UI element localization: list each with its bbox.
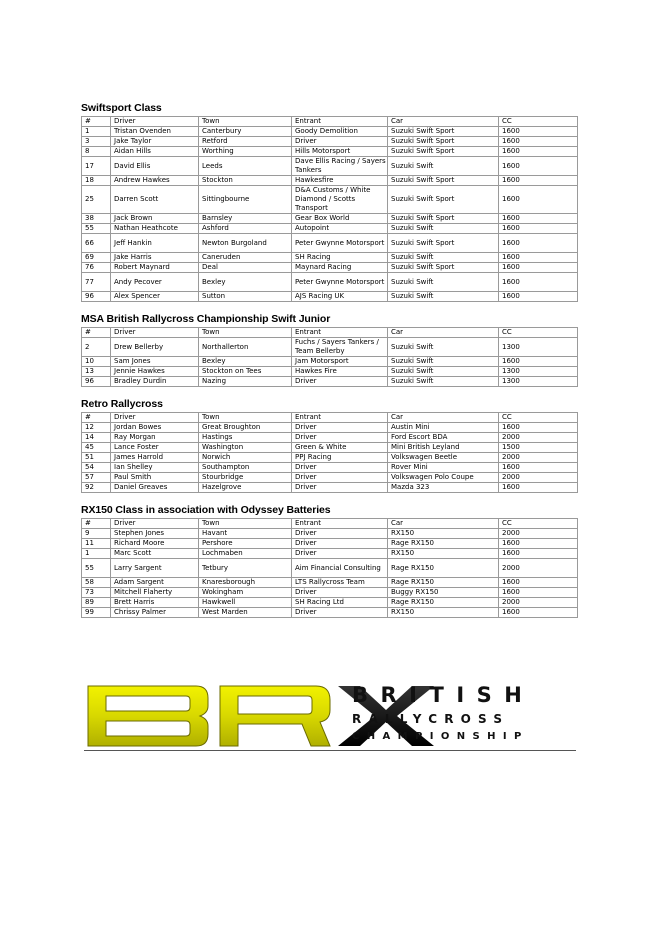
table-cell: 38 — [82, 214, 111, 224]
table-cell: Bexley — [199, 357, 292, 367]
table-cell: Southampton — [199, 463, 292, 473]
table-cell: 1600 — [499, 483, 578, 493]
table-cell: Stockton on Tees — [199, 367, 292, 377]
table-cell: 1600 — [499, 234, 578, 253]
table-cell: Hawkwell — [199, 598, 292, 608]
section-gap — [81, 493, 577, 503]
table-cell: 18 — [82, 176, 111, 186]
table-cell: 1600 — [499, 463, 578, 473]
table-row — [82, 443, 578, 453]
table-cell: Worthing — [199, 147, 292, 157]
logo-letter-b — [88, 686, 208, 746]
table-cell: Stourbridge — [199, 473, 292, 483]
table-cell: Rage RX150 — [388, 598, 499, 608]
table-cell: Bexley — [199, 273, 292, 292]
table-row — [82, 598, 578, 608]
table-cell: Maynard Racing — [292, 263, 388, 273]
table-cell: 14 — [82, 433, 111, 443]
table-cell: Robert Maynard — [111, 263, 199, 273]
logo-word-championship: CHAMPIONSHIP — [352, 731, 529, 742]
table-cell: 92 — [82, 483, 111, 493]
table-row — [82, 483, 578, 493]
table-cell: Suzuki Swift Sport — [388, 137, 499, 147]
table-cell: Andy Pecover — [111, 273, 199, 292]
table-cell: 1600 — [499, 224, 578, 234]
table-cell: Daniel Greaves — [111, 483, 199, 493]
table-row — [82, 549, 578, 559]
table-cell: 66 — [82, 234, 111, 253]
table-cell: 1600 — [499, 549, 578, 559]
table-cell: Larry Sargent — [111, 559, 199, 578]
table-cell: Brett Harris — [111, 598, 199, 608]
entry-table — [81, 412, 578, 493]
table-row — [82, 263, 578, 273]
table-cell: Suzuki Swift Sport — [388, 186, 499, 214]
table-cell: Jeff Hankin — [111, 234, 199, 253]
logo-wordmark — [352, 684, 576, 743]
table-cell: Lance Foster — [111, 443, 199, 453]
table-cell: Mini British Leyland — [388, 443, 499, 453]
column-header: # — [82, 519, 111, 529]
table-row — [82, 423, 578, 433]
table-cell: Stockton — [199, 176, 292, 186]
table-cell: Havant — [199, 529, 292, 539]
entry-table — [81, 518, 578, 618]
table-cell: Suzuki Swift — [388, 377, 499, 387]
table-row — [82, 186, 578, 214]
column-header: Car — [388, 328, 499, 338]
table-cell: Jack Brown — [111, 214, 199, 224]
section-gap — [81, 387, 577, 397]
table-cell: Rage RX150 — [388, 559, 499, 578]
table-cell: Hastings — [199, 433, 292, 443]
table-cell: 1600 — [499, 253, 578, 263]
table-cell: Deal — [199, 263, 292, 273]
table-cell: 10 — [82, 357, 111, 367]
table-cell: Goody Demolition — [292, 127, 388, 137]
table-cell: Rover Mini — [388, 463, 499, 473]
table-cell: Green & White — [292, 443, 388, 453]
column-header: Entrant — [292, 117, 388, 127]
table-cell: 58 — [82, 578, 111, 588]
table-cell: 1600 — [499, 127, 578, 137]
table-cell: Suzuki Swift Sport — [388, 214, 499, 224]
table-row — [82, 214, 578, 224]
table-cell: Knaresborough — [199, 578, 292, 588]
table-cell: LTS Rallycross Team — [292, 578, 388, 588]
column-header: CC — [499, 117, 578, 127]
table-cell: 8 — [82, 147, 111, 157]
table-cell: Jake Harris — [111, 253, 199, 263]
table-cell: 76 — [82, 263, 111, 273]
table-cell: Driver — [292, 539, 388, 549]
table-row — [82, 578, 578, 588]
table-cell: Sam Jones — [111, 357, 199, 367]
table-cell: Driver — [292, 473, 388, 483]
table-cell: Driver — [292, 423, 388, 433]
table-row — [82, 529, 578, 539]
table-cell: Fuchs / Sayers Tankers / Team Bellerby — [292, 338, 388, 357]
table-cell: AJS Racing UK — [292, 292, 388, 302]
column-header: Town — [199, 117, 292, 127]
table-cell: Norwich — [199, 453, 292, 463]
table-cell: Wokingham — [199, 588, 292, 598]
table-cell: 1600 — [499, 292, 578, 302]
table-cell: Tetbury — [199, 559, 292, 578]
column-header: Driver — [111, 328, 199, 338]
table-cell: Suzuki Swift — [388, 157, 499, 176]
table-cell: Hills Motorsport — [292, 147, 388, 157]
table-cell: Peter Gwynne Motorsport — [292, 273, 388, 292]
entry-table — [81, 327, 578, 387]
table-cell: Mazda 323 — [388, 483, 499, 493]
table-cell: 96 — [82, 377, 111, 387]
table-cell: 1600 — [499, 157, 578, 176]
table-row — [82, 367, 578, 377]
table-cell: 13 — [82, 367, 111, 377]
table-row — [82, 463, 578, 473]
table-cell: Richard Moore — [111, 539, 199, 549]
column-header: Car — [388, 413, 499, 423]
table-cell: RX150 — [388, 529, 499, 539]
table-cell: Bradley Durdin — [111, 377, 199, 387]
table-cell: 45 — [82, 443, 111, 453]
column-header: Car — [388, 117, 499, 127]
table-cell: D&A Customs / White Diamond / Scotts Transport — [292, 186, 388, 214]
table-cell: 1600 — [499, 423, 578, 433]
table-cell: Suzuki Swift Sport — [388, 176, 499, 186]
table-cell: 11 — [82, 539, 111, 549]
table-cell: 51 — [82, 453, 111, 463]
table-cell: Suzuki Swift — [388, 357, 499, 367]
column-header: Entrant — [292, 413, 388, 423]
column-header: Town — [199, 519, 292, 529]
table-cell: Sittingbourne — [199, 186, 292, 214]
table-cell: Ford Escort BDA — [388, 433, 499, 443]
table-cell: Suzuki Swift Sport — [388, 147, 499, 157]
table-cell: Rage RX150 — [388, 539, 499, 549]
table-cell: Aidan Hills — [111, 147, 199, 157]
table-row — [82, 357, 578, 367]
table-cell: Gear Box World — [292, 214, 388, 224]
table-cell: Great Broughton — [199, 423, 292, 433]
table-row — [82, 292, 578, 302]
table-cell: 3 — [82, 137, 111, 147]
table-cell: Nazing — [199, 377, 292, 387]
table-cell: RX150 — [388, 549, 499, 559]
table-cell: 1600 — [499, 186, 578, 214]
table-cell: Mitchell Flaherty — [111, 588, 199, 598]
table-cell: Canterbury — [199, 127, 292, 137]
table-cell: Rage RX150 — [388, 578, 499, 588]
column-header: CC — [499, 519, 578, 529]
table-cell: 1300 — [499, 377, 578, 387]
table-cell: Caneruden — [199, 253, 292, 263]
table-row — [82, 539, 578, 549]
table-cell: 1600 — [499, 588, 578, 598]
table-cell: Suzuki Swift — [388, 253, 499, 263]
table-cell: SH Racing Ltd — [292, 598, 388, 608]
table-cell: Suzuki Swift — [388, 367, 499, 377]
logo-word-british: BRITISH — [352, 683, 535, 707]
table-cell: Peter Gwynne Motorsport — [292, 234, 388, 253]
table-cell: Suzuki Swift Sport — [388, 234, 499, 253]
table-cell: Driver — [292, 137, 388, 147]
table-cell: 54 — [82, 463, 111, 473]
table-cell: Hawkes Fire — [292, 367, 388, 377]
table-cell: Nathan Heathcote — [111, 224, 199, 234]
column-header: Driver — [111, 519, 199, 529]
table-cell: Northallerton — [199, 338, 292, 357]
table-cell: Ashford — [199, 224, 292, 234]
table-cell: 2 — [82, 338, 111, 357]
table-cell: 1600 — [499, 273, 578, 292]
table-cell: Autopoint — [292, 224, 388, 234]
table-row — [82, 157, 578, 176]
logo-word-rallycross: RALLYCROSS — [352, 712, 510, 726]
table-row — [82, 377, 578, 387]
table-cell: Drew Bellerby — [111, 338, 199, 357]
table-row — [82, 608, 578, 618]
table-cell: 2000 — [499, 529, 578, 539]
table-cell: 1600 — [499, 214, 578, 224]
table-cell: 1 — [82, 127, 111, 137]
table-row — [82, 338, 578, 357]
table-cell: Newton Burgoland — [199, 234, 292, 253]
table-row — [82, 224, 578, 234]
table-row — [82, 127, 578, 137]
table-cell: Alex Spencer — [111, 292, 199, 302]
table-cell: Adam Sargent — [111, 578, 199, 588]
table-row — [82, 273, 578, 292]
column-header: Entrant — [292, 519, 388, 529]
table-cell: PPJ Racing — [292, 453, 388, 463]
table-cell: Stephen Jones — [111, 529, 199, 539]
table-cell: Suzuki Swift — [388, 224, 499, 234]
table-cell: 17 — [82, 157, 111, 176]
table-header-row — [82, 328, 578, 338]
table-cell: Suzuki Swift — [388, 292, 499, 302]
table-cell: Driver — [292, 549, 388, 559]
table-cell: Chrissy Palmer — [111, 608, 199, 618]
table-cell: 55 — [82, 559, 111, 578]
table-cell: 1600 — [499, 137, 578, 147]
entry-list — [81, 101, 577, 618]
table-cell: Volkswagen Beetle — [388, 453, 499, 463]
table-row — [82, 473, 578, 483]
table-cell: Paul Smith — [111, 473, 199, 483]
table-cell: 69 — [82, 253, 111, 263]
table-cell: Andrew Hawkes — [111, 176, 199, 186]
table-header-row — [82, 413, 578, 423]
table-row — [82, 559, 578, 578]
table-row — [82, 433, 578, 443]
table-cell: James Harrold — [111, 453, 199, 463]
table-cell: Pershore — [199, 539, 292, 549]
table-cell: Sutton — [199, 292, 292, 302]
table-cell: Barnsley — [199, 214, 292, 224]
table-cell: 55 — [82, 224, 111, 234]
table-cell: Suzuki Swift Sport — [388, 263, 499, 273]
column-header: # — [82, 117, 111, 127]
table-cell: Driver — [292, 608, 388, 618]
table-cell: Retford — [199, 137, 292, 147]
table-cell: 1600 — [499, 357, 578, 367]
section-title: MSA British Rallycross Championship Swift Junior — [81, 313, 331, 325]
table-header-row — [82, 117, 578, 127]
table-row — [82, 234, 578, 253]
section-title: Swiftsport Class — [81, 102, 162, 114]
table-cell: 77 — [82, 273, 111, 292]
column-header: # — [82, 413, 111, 423]
table-cell: Dave Ellis Racing / Sayers Tankers — [292, 157, 388, 176]
entry-table — [81, 116, 578, 302]
table-row — [82, 453, 578, 463]
table-cell: 2000 — [499, 473, 578, 483]
table-cell: 89 — [82, 598, 111, 608]
table-cell: Driver — [292, 529, 388, 539]
table-cell: Hawkesfire — [292, 176, 388, 186]
table-cell: Marc Scott — [111, 549, 199, 559]
column-header: Town — [199, 328, 292, 338]
table-row — [82, 137, 578, 147]
table-cell: 1600 — [499, 608, 578, 618]
column-header: Entrant — [292, 328, 388, 338]
table-cell: Volkswagen Polo Coupe — [388, 473, 499, 483]
table-cell: 2000 — [499, 559, 578, 578]
table-cell: SH Racing — [292, 253, 388, 263]
table-cell: Driver — [292, 377, 388, 387]
table-cell: 9 — [82, 529, 111, 539]
column-header: Town — [199, 413, 292, 423]
table-row — [82, 176, 578, 186]
table-cell: Jam Motorsport — [292, 357, 388, 367]
column-header: Driver — [111, 117, 199, 127]
section-title: Retro Rallycross — [81, 398, 163, 410]
table-cell: 99 — [82, 608, 111, 618]
column-header: CC — [499, 328, 578, 338]
table-cell: Darren Scott — [111, 186, 199, 214]
table-cell: 25 — [82, 186, 111, 214]
section-gap — [81, 302, 577, 312]
table-cell: 1 — [82, 549, 111, 559]
table-cell: Ray Morgan — [111, 433, 199, 443]
table-cell: 1300 — [499, 338, 578, 357]
table-cell: Jordan Bowes — [111, 423, 199, 433]
table-cell: Washington — [199, 443, 292, 453]
table-cell: 73 — [82, 588, 111, 598]
table-cell: Leeds — [199, 157, 292, 176]
table-cell: Austin Mini — [388, 423, 499, 433]
table-cell: 1600 — [499, 578, 578, 588]
table-row — [82, 253, 578, 263]
logo-letter-r — [220, 686, 330, 746]
table-cell: 1600 — [499, 147, 578, 157]
table-cell: David Ellis — [111, 157, 199, 176]
table-cell: Driver — [292, 433, 388, 443]
column-header: Car — [388, 519, 499, 529]
table-cell: West Marden — [199, 608, 292, 618]
table-cell: RX150 — [388, 608, 499, 618]
table-cell: Buggy RX150 — [388, 588, 499, 598]
table-cell: Hazelgrove — [199, 483, 292, 493]
column-header: Driver — [111, 413, 199, 423]
table-cell: 12 — [82, 423, 111, 433]
column-header: CC — [499, 413, 578, 423]
table-cell: Ian Shelley — [111, 463, 199, 473]
table-cell: 1600 — [499, 176, 578, 186]
table-cell: Driver — [292, 483, 388, 493]
table-cell: Lochmaben — [199, 549, 292, 559]
table-cell: 1300 — [499, 367, 578, 377]
table-cell: 57 — [82, 473, 111, 483]
table-cell: Aim Financial Consulting — [292, 559, 388, 578]
table-cell: Driver — [292, 588, 388, 598]
table-cell: Suzuki Swift Sport — [388, 127, 499, 137]
table-cell: Suzuki Swift — [388, 338, 499, 357]
table-cell: 2000 — [499, 433, 578, 443]
column-header: # — [82, 328, 111, 338]
table-row — [82, 588, 578, 598]
table-cell: Jake Taylor — [111, 137, 199, 147]
section-title: RX150 Class in association with Odyssey Batteries — [81, 504, 331, 516]
table-header-row — [82, 519, 578, 529]
table-cell: 2000 — [499, 598, 578, 608]
table-cell: 1600 — [499, 263, 578, 273]
table-cell: Driver — [292, 463, 388, 473]
table-cell: 1500 — [499, 443, 578, 453]
table-cell: 1600 — [499, 539, 578, 549]
table-cell: 96 — [82, 292, 111, 302]
table-cell: Suzuki Swift — [388, 273, 499, 292]
table-cell: 2000 — [499, 453, 578, 463]
table-cell: Jennie Hawkes — [111, 367, 199, 377]
table-row — [82, 147, 578, 157]
table-cell: Tristan Ovenden — [111, 127, 199, 137]
